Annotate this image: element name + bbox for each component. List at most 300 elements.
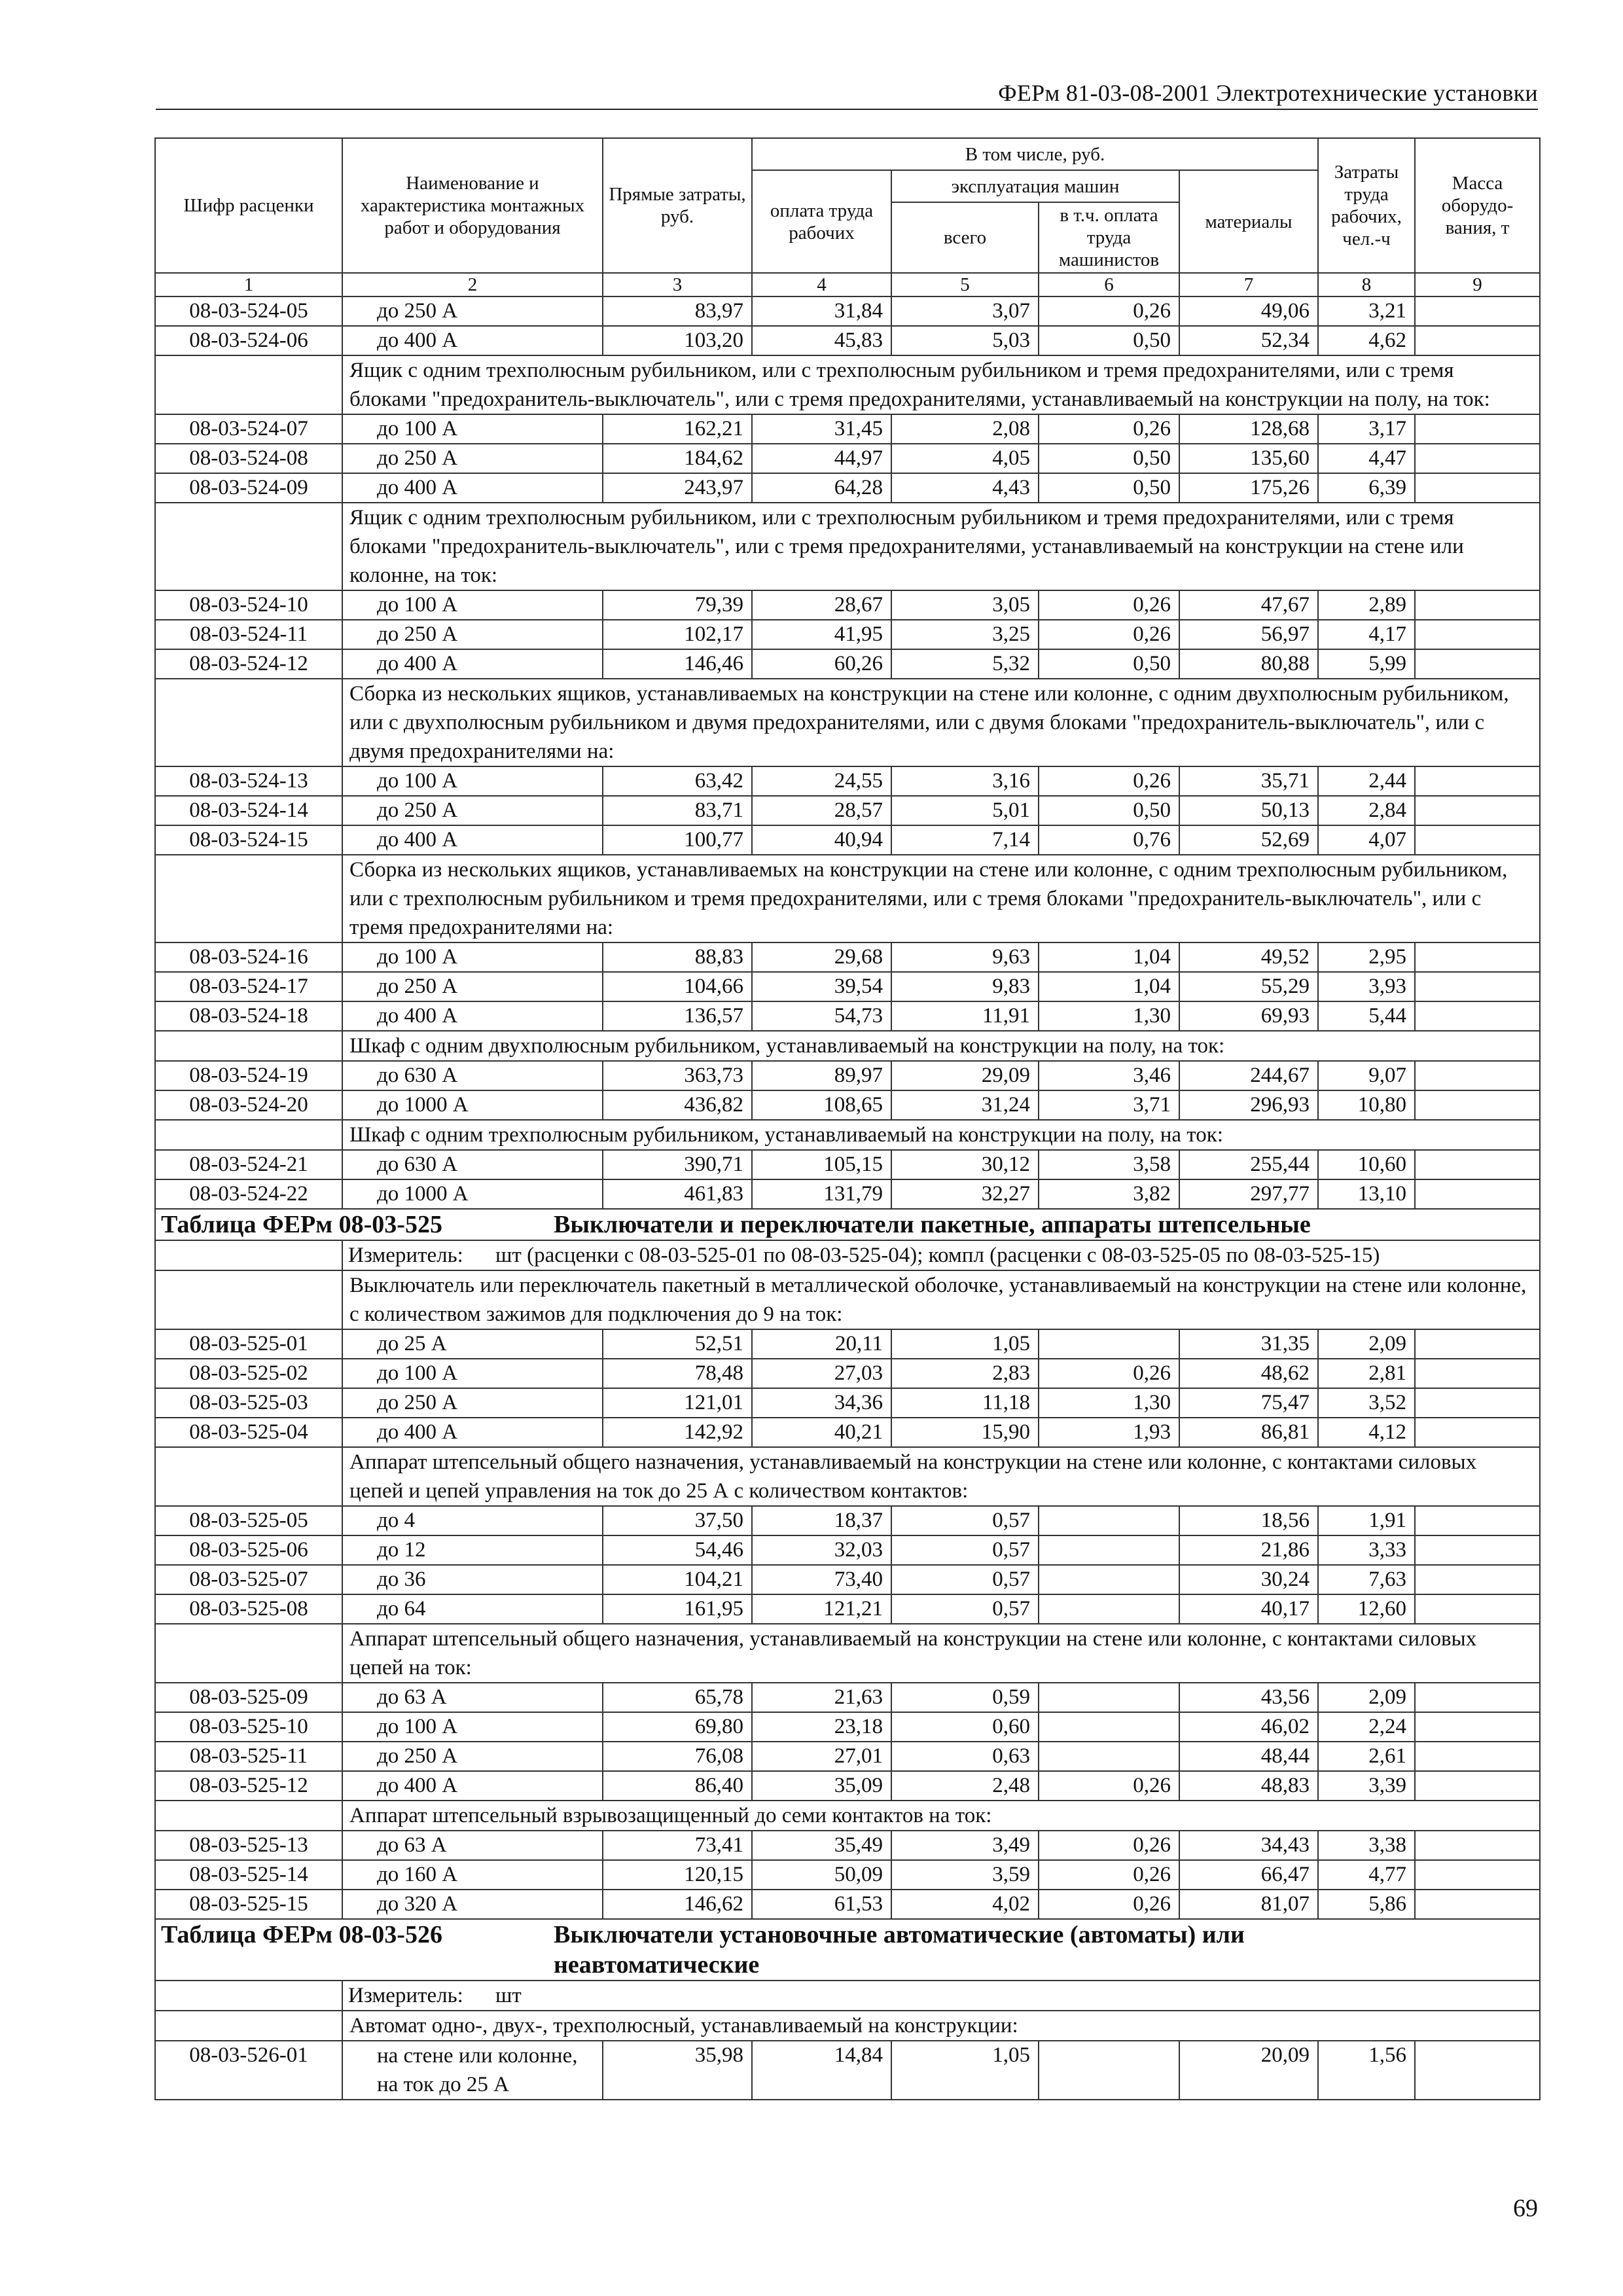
column-number: 7: [1179, 273, 1318, 296]
section-description: Шкаф с одним трехполюсным рубильником, устанавливаемый на конструкции на полу, на ток:: [342, 1120, 1540, 1150]
section-description: Аппарат штепсельный общего назначения, устанавливаемый на конструкции на стене или колонне, с контактами силовых цепей и цепей управления на ток до 25 А с количеством контактов:: [342, 1447, 1540, 1506]
rate-code: 08-03-524-20: [155, 1090, 342, 1120]
materials-cell: 55,29: [1179, 972, 1318, 1001]
wages-cell: 23,18: [752, 1712, 891, 1742]
mass-cell: [1415, 1683, 1540, 1712]
labor-cell: 2,44: [1318, 766, 1415, 796]
materials-cell: 80,88: [1179, 649, 1318, 679]
column-numbers-row: [155, 273, 1540, 296]
table-label: Таблица ФЕРм 08-03-525: [161, 1211, 442, 1238]
unit-label: Измеритель:: [348, 1244, 463, 1267]
machinists-cell: 0,26: [1039, 296, 1179, 326]
wages-cell: 18,37: [752, 1506, 891, 1535]
machines-total-cell: 3,07: [891, 296, 1039, 326]
unit-label: Измеритель:: [348, 1984, 463, 2007]
rate-code: 08-03-524-06: [155, 326, 342, 355]
materials-cell: 40,17: [1179, 1594, 1318, 1624]
machinists-cell: 3,46: [1039, 1061, 1179, 1090]
mass-cell: [1415, 1860, 1540, 1890]
work-name: до 400 А: [342, 825, 603, 855]
labor-cell: 2,61: [1318, 1742, 1415, 1771]
wages-cell: 27,01: [752, 1742, 891, 1771]
wages-cell: 34,36: [752, 1388, 891, 1418]
labor-cell: 2,95: [1318, 942, 1415, 972]
table-row: [155, 1890, 1540, 1919]
wages-cell: 60,26: [752, 649, 891, 679]
machinists-cell: 1,04: [1039, 972, 1179, 1001]
direct-costs-cell: 73,41: [603, 1831, 752, 1860]
work-name: до 100 А: [342, 590, 603, 620]
machines-total-cell: 4,43: [891, 473, 1039, 503]
direct-costs-cell: 69,80: [603, 1712, 752, 1742]
mass-cell: [1415, 1418, 1540, 1447]
labor-cell: 4,47: [1318, 444, 1415, 473]
table-row: [155, 326, 1540, 355]
section-description-row: [155, 2011, 1540, 2041]
labor-cell: 7,63: [1318, 1565, 1415, 1594]
direct-costs-cell: 37,50: [603, 1506, 752, 1535]
materials-cell: 48,83: [1179, 1771, 1318, 1801]
direct-costs-cell: 121,01: [603, 1388, 752, 1418]
section-description-row: [155, 1270, 1540, 1329]
machines-total-cell: 30,12: [891, 1150, 1039, 1179]
direct-costs-cell: 184,62: [603, 444, 752, 473]
machinists-cell: 0,50: [1039, 444, 1179, 473]
machines-total-cell: 29,09: [891, 1061, 1039, 1090]
machines-total-cell: 3,49: [891, 1831, 1039, 1860]
table-body: [155, 296, 1540, 2100]
wages-cell: 89,97: [752, 1061, 891, 1090]
table-title-cell: [155, 1209, 1540, 1240]
machines-total-cell: 31,24: [891, 1090, 1039, 1120]
empty-cell: [155, 855, 342, 942]
direct-costs-cell: 78,48: [603, 1359, 752, 1388]
work-name: до 400 А: [342, 326, 603, 355]
labor-cell: 4,07: [1318, 825, 1415, 855]
labor-cell: 3,52: [1318, 1388, 1415, 1418]
column-number: 6: [1039, 273, 1179, 296]
empty-cell: [155, 355, 342, 414]
mass-cell: [1415, 796, 1540, 825]
materials-cell: 255,44: [1179, 1150, 1318, 1179]
work-name: до 100 А: [342, 1712, 603, 1742]
machinists-cell: 1,30: [1039, 1001, 1179, 1031]
section-description-row: [155, 1031, 1540, 1061]
unit-text: шт: [495, 1984, 522, 2007]
work-name: до 250 А: [342, 444, 603, 473]
empty-cell: [155, 2011, 342, 2041]
direct-costs-cell: 136,57: [603, 1001, 752, 1031]
direct-costs-cell: 142,92: [603, 1418, 752, 1447]
wages-cell: 108,65: [752, 1090, 891, 1120]
machines-total-cell: 3,16: [891, 766, 1039, 796]
rate-code: 08-03-524-08: [155, 444, 342, 473]
rate-code: 08-03-524-13: [155, 766, 342, 796]
section-description-row: [155, 355, 1540, 414]
rate-code: 08-03-524-05: [155, 296, 342, 326]
empty-cell: [155, 1447, 342, 1506]
table-row: [155, 1860, 1540, 1890]
direct-costs-cell: 390,71: [603, 1150, 752, 1179]
direct-costs-cell: 76,08: [603, 1742, 752, 1771]
rate-code: 08-03-525-03: [155, 1388, 342, 1418]
unit-cell: [342, 1240, 1540, 1270]
mass-cell: [1415, 1535, 1540, 1565]
direct-costs-cell: 100,77: [603, 825, 752, 855]
table-row: [155, 1771, 1540, 1801]
machinists-cell: [1039, 1535, 1179, 1565]
work-name: до 400 А: [342, 649, 603, 679]
materials-cell: 21,86: [1179, 1535, 1318, 1565]
mass-cell: [1415, 1090, 1540, 1120]
machinists-cell: 1,93: [1039, 1418, 1179, 1447]
mass-cell: [1415, 473, 1540, 503]
table-row: [155, 1594, 1540, 1624]
column-number: 8: [1318, 273, 1415, 296]
direct-costs-cell: 102,17: [603, 620, 752, 649]
empty-cell: [155, 1031, 342, 1061]
rate-code: 08-03-524-19: [155, 1061, 342, 1090]
rate-code: 08-03-525-15: [155, 1890, 342, 1919]
unit-row: [155, 1240, 1540, 1270]
machines-total-cell: 32,27: [891, 1179, 1039, 1209]
column-number: 5: [891, 273, 1039, 296]
labor-cell: 2,81: [1318, 1359, 1415, 1388]
machines-total-cell: 4,02: [891, 1890, 1039, 1919]
table-row: [155, 796, 1540, 825]
empty-cell: [155, 1240, 342, 1270]
wages-cell: 39,54: [752, 972, 891, 1001]
header-machines-total: всего: [891, 202, 1039, 273]
section-description-row: [155, 1120, 1540, 1150]
header-wages: оплата труда рабочих: [752, 170, 891, 273]
table-row: [155, 1179, 1540, 1209]
table-row: [155, 1329, 1540, 1359]
wages-cell: 35,49: [752, 1831, 891, 1860]
table-row: [155, 649, 1540, 679]
machinists-cell: 0,26: [1039, 620, 1179, 649]
labor-cell: 9,07: [1318, 1061, 1415, 1090]
materials-cell: 47,67: [1179, 590, 1318, 620]
work-name: до 63 А: [342, 1683, 603, 1712]
direct-costs-cell: 79,39: [603, 590, 752, 620]
machines-total-cell: 0,57: [891, 1594, 1039, 1624]
direct-costs-cell: 146,62: [603, 1890, 752, 1919]
table-row: [155, 1090, 1540, 1120]
direct-costs-cell: 35,98: [603, 2041, 752, 2100]
machinists-cell: 0,26: [1039, 1860, 1179, 1890]
wages-cell: 64,28: [752, 473, 891, 503]
machinists-cell: [1039, 1506, 1179, 1535]
wages-cell: 44,97: [752, 444, 891, 473]
table-row: [155, 1565, 1540, 1594]
table-row: [155, 1712, 1540, 1742]
table-row: [155, 1742, 1540, 1771]
wages-cell: 45,83: [752, 326, 891, 355]
wages-cell: 21,63: [752, 1683, 891, 1712]
machinists-cell: 3,82: [1039, 1179, 1179, 1209]
machinists-cell: 0,26: [1039, 766, 1179, 796]
labor-cell: 2,89: [1318, 590, 1415, 620]
work-name: на стене или колонне, на ток до 25 А: [342, 2041, 603, 2100]
table-title: Выключатели и переключатели пакетные, аппараты штепсельные: [554, 1211, 1311, 1238]
page-number: 69: [1513, 2195, 1538, 2222]
table-row: [155, 1831, 1540, 1860]
column-number: 2: [342, 273, 603, 296]
empty-cell: [155, 1624, 342, 1683]
materials-cell: 48,44: [1179, 1742, 1318, 1771]
materials-cell: 52,69: [1179, 825, 1318, 855]
table-row: [155, 414, 1540, 444]
machinists-cell: 1,04: [1039, 942, 1179, 972]
mass-cell: [1415, 1712, 1540, 1742]
section-description: Ящик с одним трехполюсным рубильником, или с трехполюсным рубильником и тремя предохранителями, или с тремя блоками "предохранитель-выключатель", или с тремя предохранителями, устанавливаемый на конструкции на стене или колонне, на ток:: [342, 503, 1540, 590]
wages-cell: 31,84: [752, 296, 891, 326]
machinists-cell: [1039, 1712, 1179, 1742]
work-name: до 250 А: [342, 972, 603, 1001]
work-name: до 250 А: [342, 620, 603, 649]
rates-table: [154, 137, 1541, 2100]
machines-total-cell: 11,18: [891, 1388, 1039, 1418]
machinists-cell: 0,26: [1039, 1831, 1179, 1860]
table-row: [155, 942, 1540, 972]
rate-code: 08-03-524-17: [155, 972, 342, 1001]
machines-total-cell: 3,59: [891, 1860, 1039, 1890]
materials-cell: 244,67: [1179, 1061, 1318, 1090]
wages-cell: 27,03: [752, 1359, 891, 1388]
work-name: до 400 А: [342, 1771, 603, 1801]
materials-cell: 49,06: [1179, 296, 1318, 326]
wages-cell: 28,57: [752, 796, 891, 825]
header-machinists: в т.ч. оплата труда машинистов: [1039, 202, 1179, 273]
labor-cell: 5,44: [1318, 1001, 1415, 1031]
machines-total-cell: 5,32: [891, 649, 1039, 679]
rate-code: 08-03-525-04: [155, 1418, 342, 1447]
machinists-cell: 0,76: [1039, 825, 1179, 855]
section-description: Ящик с одним трехполюсным рубильником, или с трехполюсным рубильником и тремя предохранителями, или с тремя блоками "предохранитель-выключатель", или с тремя предохранителями, устанавливаемый на конструкции на полу, на ток:: [342, 355, 1540, 414]
mass-cell: [1415, 1388, 1540, 1418]
labor-cell: 4,12: [1318, 1418, 1415, 1447]
header-labor: Затраты труда рабочих, чел.-ч: [1318, 138, 1415, 273]
machines-total-cell: 15,90: [891, 1418, 1039, 1447]
work-name: до 100 А: [342, 1359, 603, 1388]
labor-cell: 1,56: [1318, 2041, 1415, 2100]
empty-cell: [155, 1801, 342, 1831]
section-description-row: [155, 503, 1540, 590]
direct-costs-cell: 103,20: [603, 326, 752, 355]
materials-cell: 52,34: [1179, 326, 1318, 355]
rate-code: 08-03-524-07: [155, 414, 342, 444]
table-row: [155, 1150, 1540, 1179]
work-name: до 400 А: [342, 473, 603, 503]
table-label: Таблица ФЕРм 08-03-526: [161, 1921, 442, 1948]
wages-cell: 105,15: [752, 1150, 891, 1179]
labor-cell: 5,99: [1318, 649, 1415, 679]
mass-cell: [1415, 2041, 1540, 2100]
mass-cell: [1415, 620, 1540, 649]
labor-cell: 2,84: [1318, 796, 1415, 825]
materials-cell: 69,93: [1179, 1001, 1318, 1031]
mass-cell: [1415, 1329, 1540, 1359]
work-name: до 100 А: [342, 414, 603, 444]
rate-code: 08-03-524-16: [155, 942, 342, 972]
mass-cell: [1415, 590, 1540, 620]
table-row: [155, 825, 1540, 855]
section-description-row: [155, 679, 1540, 766]
column-number: 1: [155, 273, 342, 296]
materials-cell: 48,62: [1179, 1359, 1318, 1388]
header-group: В том числе, руб.: [752, 138, 1318, 170]
materials-cell: 43,56: [1179, 1683, 1318, 1712]
mass-cell: [1415, 326, 1540, 355]
direct-costs-cell: 86,40: [603, 1771, 752, 1801]
table-row: [155, 1683, 1540, 1712]
header-mass: Масса оборудо-вания, т: [1415, 138, 1540, 273]
machines-total-cell: 0,57: [891, 1506, 1039, 1535]
empty-cell: [155, 1270, 342, 1329]
direct-costs-cell: 120,15: [603, 1860, 752, 1890]
machines-total-cell: 7,14: [891, 825, 1039, 855]
wages-cell: 40,94: [752, 825, 891, 855]
table-title: Выключатели установочные автоматические (автоматы) или неавтоматические: [554, 1921, 1245, 1979]
wages-cell: 54,73: [752, 1001, 891, 1031]
labor-cell: 3,39: [1318, 1771, 1415, 1801]
materials-cell: 66,47: [1179, 1860, 1318, 1890]
labor-cell: 6,39: [1318, 473, 1415, 503]
table-row: [155, 1001, 1540, 1031]
machinists-cell: 0,50: [1039, 649, 1179, 679]
section-description: Автомат одно-, двух-, трехполюсный, устанавливаемый на конструкции:: [342, 2011, 1540, 2041]
labor-cell: 3,33: [1318, 1535, 1415, 1565]
section-description: Аппарат штепсельный общего назначения, устанавливаемый на конструкции на стене или колонне, с контактами силовых цепей на ток:: [342, 1624, 1540, 1683]
mass-cell: [1415, 1831, 1540, 1860]
direct-costs-cell: 83,97: [603, 296, 752, 326]
wages-cell: 29,68: [752, 942, 891, 972]
work-name: до 630 А: [342, 1061, 603, 1090]
work-name: до 36: [342, 1565, 603, 1594]
table-row: [155, 766, 1540, 796]
section-description-row: [155, 1801, 1540, 1831]
wages-cell: 35,09: [752, 1771, 891, 1801]
rate-code: 08-03-525-02: [155, 1359, 342, 1388]
table-row: [155, 2041, 1540, 2100]
machines-total-cell: 9,63: [891, 942, 1039, 972]
rate-code: 08-03-525-01: [155, 1329, 342, 1359]
work-name: до 63 А: [342, 1831, 603, 1860]
materials-cell: 49,52: [1179, 942, 1318, 972]
table-row: [155, 296, 1540, 326]
materials-cell: 30,24: [1179, 1565, 1318, 1594]
machinists-cell: [1039, 1565, 1179, 1594]
labor-cell: 4,62: [1318, 326, 1415, 355]
direct-costs-cell: 161,95: [603, 1594, 752, 1624]
labor-cell: 1,91: [1318, 1506, 1415, 1535]
labor-cell: 12,60: [1318, 1594, 1415, 1624]
table-row: [155, 1359, 1540, 1388]
rate-code: 08-03-524-14: [155, 796, 342, 825]
rate-code: 08-03-524-18: [155, 1001, 342, 1031]
empty-cell: [155, 1981, 342, 2011]
machines-total-cell: 9,83: [891, 972, 1039, 1001]
machines-total-cell: 0,57: [891, 1565, 1039, 1594]
labor-cell: 2,24: [1318, 1712, 1415, 1742]
header-direct-costs: Прямые затраты, руб.: [603, 138, 752, 273]
table-row: [155, 1418, 1540, 1447]
wages-cell: 131,79: [752, 1179, 891, 1209]
header-name: Наименование и характеристика монтажных работ и оборудования: [342, 138, 603, 273]
work-name: до 12: [342, 1535, 603, 1565]
section-description: Сборка из нескольких ящиков, устанавливаемых на конструкции на стене или колонне, с одним трехполюсным рубильником, или с трехполюсным рубильником и тремя предохранителями, или с тремя блоками "предохранитель-выключатель", или с тремя предохранителями на:: [342, 855, 1540, 942]
work-name: до 1000 А: [342, 1090, 603, 1120]
wages-cell: 28,67: [752, 590, 891, 620]
materials-cell: 46,02: [1179, 1712, 1318, 1742]
section-description-row: [155, 1624, 1540, 1683]
machines-total-cell: 0,63: [891, 1742, 1039, 1771]
machinists-cell: 3,71: [1039, 1090, 1179, 1120]
header-code: Шифр расценки: [155, 138, 342, 273]
machinists-cell: [1039, 1594, 1179, 1624]
wages-cell: 32,03: [752, 1535, 891, 1565]
column-number: 9: [1415, 273, 1540, 296]
wages-cell: 24,55: [752, 766, 891, 796]
machinists-cell: 0,26: [1039, 1359, 1179, 1388]
mass-cell: [1415, 1742, 1540, 1771]
rate-code: 08-03-524-11: [155, 620, 342, 649]
materials-cell: 86,81: [1179, 1418, 1318, 1447]
machines-total-cell: 3,25: [891, 620, 1039, 649]
unit-text: шт (расценки с 08-03-525-01 по 08-03-525-04); компл (расценки с 08-03-525-05 по 08-03-525-15): [495, 1244, 1380, 1267]
section-description: Выключатель или переключатель пакетный в металлической оболочке, устанавливаемый на конструкции на стене или колонне, с количеством зажимов для подключения до 9 на ток:: [342, 1270, 1540, 1329]
table-head: [155, 138, 1540, 296]
wages-cell: 40,21: [752, 1418, 891, 1447]
rate-code: 08-03-524-09: [155, 473, 342, 503]
machinists-cell: 3,58: [1039, 1150, 1179, 1179]
mass-cell: [1415, 1506, 1540, 1535]
column-number: 4: [752, 273, 891, 296]
mass-cell: [1415, 1359, 1540, 1388]
mass-cell: [1415, 825, 1540, 855]
empty-cell: [155, 503, 342, 590]
mass-cell: [1415, 1890, 1540, 1919]
materials-cell: 81,07: [1179, 1890, 1318, 1919]
machines-total-cell: 4,05: [891, 444, 1039, 473]
mass-cell: [1415, 1565, 1540, 1594]
mass-cell: [1415, 296, 1540, 326]
table-row: [155, 1506, 1540, 1535]
machinists-cell: 0,50: [1039, 796, 1179, 825]
labor-cell: 3,21: [1318, 296, 1415, 326]
direct-costs-cell: 104,21: [603, 1565, 752, 1594]
work-name: до 250 А: [342, 796, 603, 825]
materials-cell: 75,47: [1179, 1388, 1318, 1418]
materials-cell: 175,26: [1179, 473, 1318, 503]
machinists-cell: 0,50: [1039, 326, 1179, 355]
mass-cell: [1415, 1001, 1540, 1031]
labor-cell: 3,93: [1318, 972, 1415, 1001]
mass-cell: [1415, 1179, 1540, 1209]
mass-cell: [1415, 1594, 1540, 1624]
machinists-cell: 1,30: [1039, 1388, 1179, 1418]
section-description: Сборка из нескольких ящиков, устанавливаемых на конструкции на стене или колонне, с одним двухполюсным рубильником, или с двухполюсным рубильником и двумя предохранителями, или с двумя блоками "предохранитель-выключатель", или с двумя предохранителями на:: [342, 679, 1540, 766]
labor-cell: 10,60: [1318, 1150, 1415, 1179]
section-description: Аппарат штепсельный взрывозащищенный до семи контактов на ток:: [342, 1801, 1540, 1831]
materials-cell: 135,60: [1179, 444, 1318, 473]
work-name: до 630 А: [342, 1150, 603, 1179]
mass-cell: [1415, 972, 1540, 1001]
mass-cell: [1415, 414, 1540, 444]
unit-cell: [342, 1981, 1540, 2011]
direct-costs-cell: 54,46: [603, 1535, 752, 1565]
